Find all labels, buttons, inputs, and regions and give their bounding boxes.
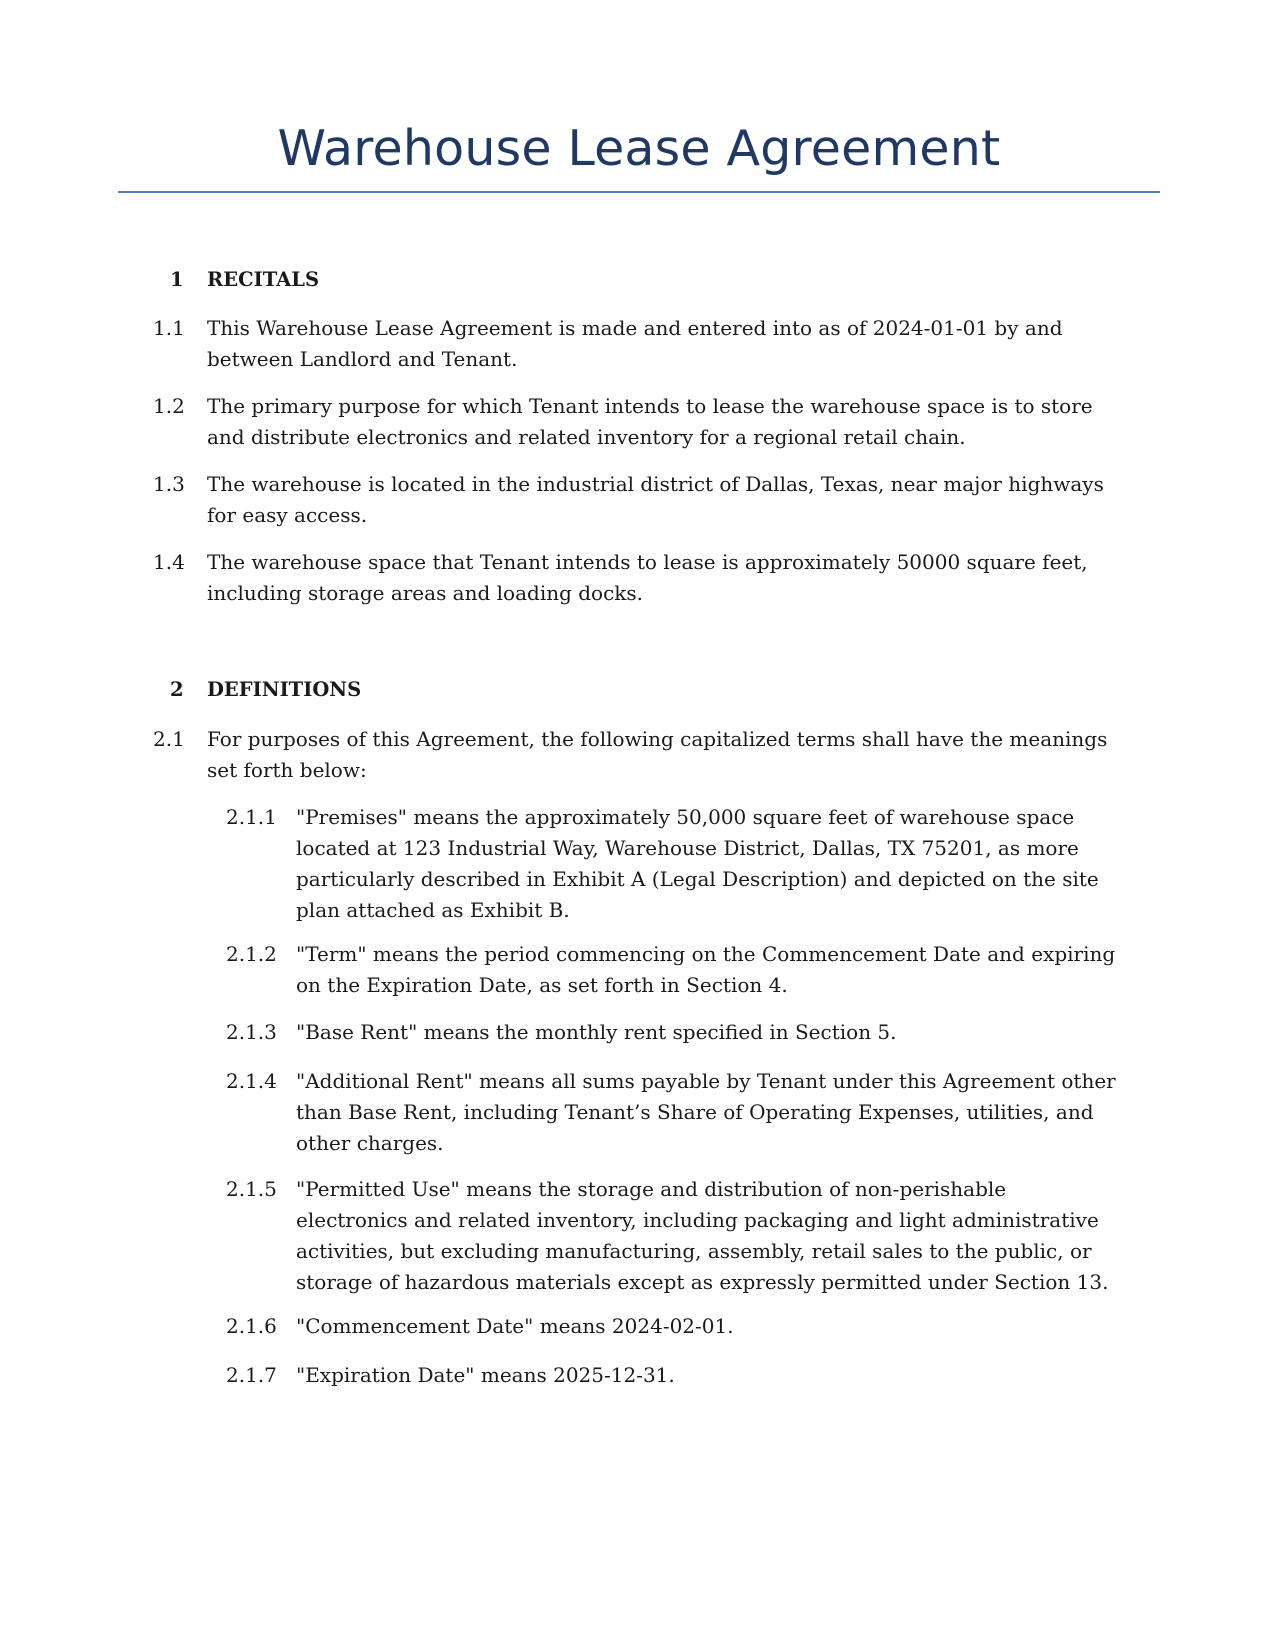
subclause-number: 2.1.2 — [226, 942, 277, 966]
clause-1-3 — [153, 469, 1133, 531]
clause-2-1 — [153, 724, 1133, 786]
subclause-2-1-2 — [226, 939, 1146, 1001]
subclause-2-1-4 — [226, 1066, 1146, 1159]
subclause-number: 2.1.1 — [226, 805, 277, 829]
clause-text: For purposes of this Agreement, the following capitalized terms shall have the meanings set forth below: — [207, 727, 1108, 782]
subclause-2-1-6 — [226, 1311, 1146, 1342]
subclause-text: "Base Rent" means the monthly rent specified in Section 5. — [296, 1020, 897, 1044]
clause-number: 2.1 — [153, 727, 185, 751]
subclause-number: 2.1.3 — [226, 1020, 277, 1044]
subclause-text: "Commencement Date" means 2024-02-01. — [296, 1314, 734, 1338]
section-number: 2 — [170, 678, 184, 701]
subclause-text: "Additional Rent" means all sums payable by Tenant under this Agreement other than Base Rent, including Tenant’s Share of Operating Expenses, utilities, and other charges. — [296, 1069, 1116, 1155]
title-underline — [118, 191, 1160, 193]
subclause-2-1-3 — [226, 1017, 1146, 1048]
section-heading-definitions — [170, 674, 1120, 705]
clause-text: The primary purpose for which Tenant intends to lease the warehouse space is to store and distribute electronics and related inventory for a regional retail chain. — [207, 394, 1093, 449]
subclause-number: 2.1.5 — [226, 1177, 277, 1201]
clause-1-4 — [153, 547, 1133, 609]
clause-text: This Warehouse Lease Agreement is made and entered into as of 2024-01-01 by and between Landlord and Tenant. — [207, 316, 1063, 371]
section-title: RECITALS — [207, 268, 320, 291]
document-title: Warehouse Lease Agreement — [277, 120, 1001, 177]
subclause-number: 2.1.6 — [226, 1314, 277, 1338]
clause-text: The warehouse is located in the industrial district of Dallas, Texas, near major highways for easy access. — [207, 472, 1104, 527]
clause-number: 1.3 — [153, 472, 185, 496]
clause-1-2 — [153, 391, 1133, 453]
clause-1-1 — [153, 313, 1133, 375]
section-title: DEFINITIONS — [207, 678, 362, 701]
subclause-text: "Expiration Date" means 2025-12-31. — [296, 1363, 675, 1387]
subclause-text: "Term" means the period commencing on the Commencement Date and expiring on the Expiration Date, as set forth in Section 4. — [296, 942, 1116, 997]
subclause-text: "Permitted Use" means the storage and distribution of non-perishable electronics and related inventory, including packaging and light administrative activities, but excluding manufacturing, assembly, retail sales to the public, or storage of hazardous materials except as expressly permitted under Section 13. — [296, 1177, 1109, 1294]
clause-number: 1.1 — [153, 316, 185, 340]
clause-number: 1.4 — [153, 550, 185, 574]
clause-text: The warehouse space that Tenant intends to lease is approximately 50000 square feet, including storage areas and loading docks. — [207, 550, 1088, 605]
section-heading-recitals — [170, 264, 1120, 295]
clause-number: 1.2 — [153, 394, 185, 418]
subclause-2-1-5 — [226, 1174, 1146, 1298]
subclause-text: "Premises" means the approximately 50,000 square feet of warehouse space located at 123 Industrial Way, Warehouse District, Dallas, TX 75201, as more particularly described in Exhibit A (Legal Description) and depicted on the site plan attached as Exhibit B. — [296, 805, 1099, 922]
subclause-2-1-7 — [226, 1360, 1146, 1391]
subclause-number: 2.1.4 — [226, 1069, 277, 1093]
section-number: 1 — [170, 268, 184, 291]
subclause-2-1-1 — [226, 802, 1146, 926]
subclause-number: 2.1.7 — [226, 1363, 277, 1387]
